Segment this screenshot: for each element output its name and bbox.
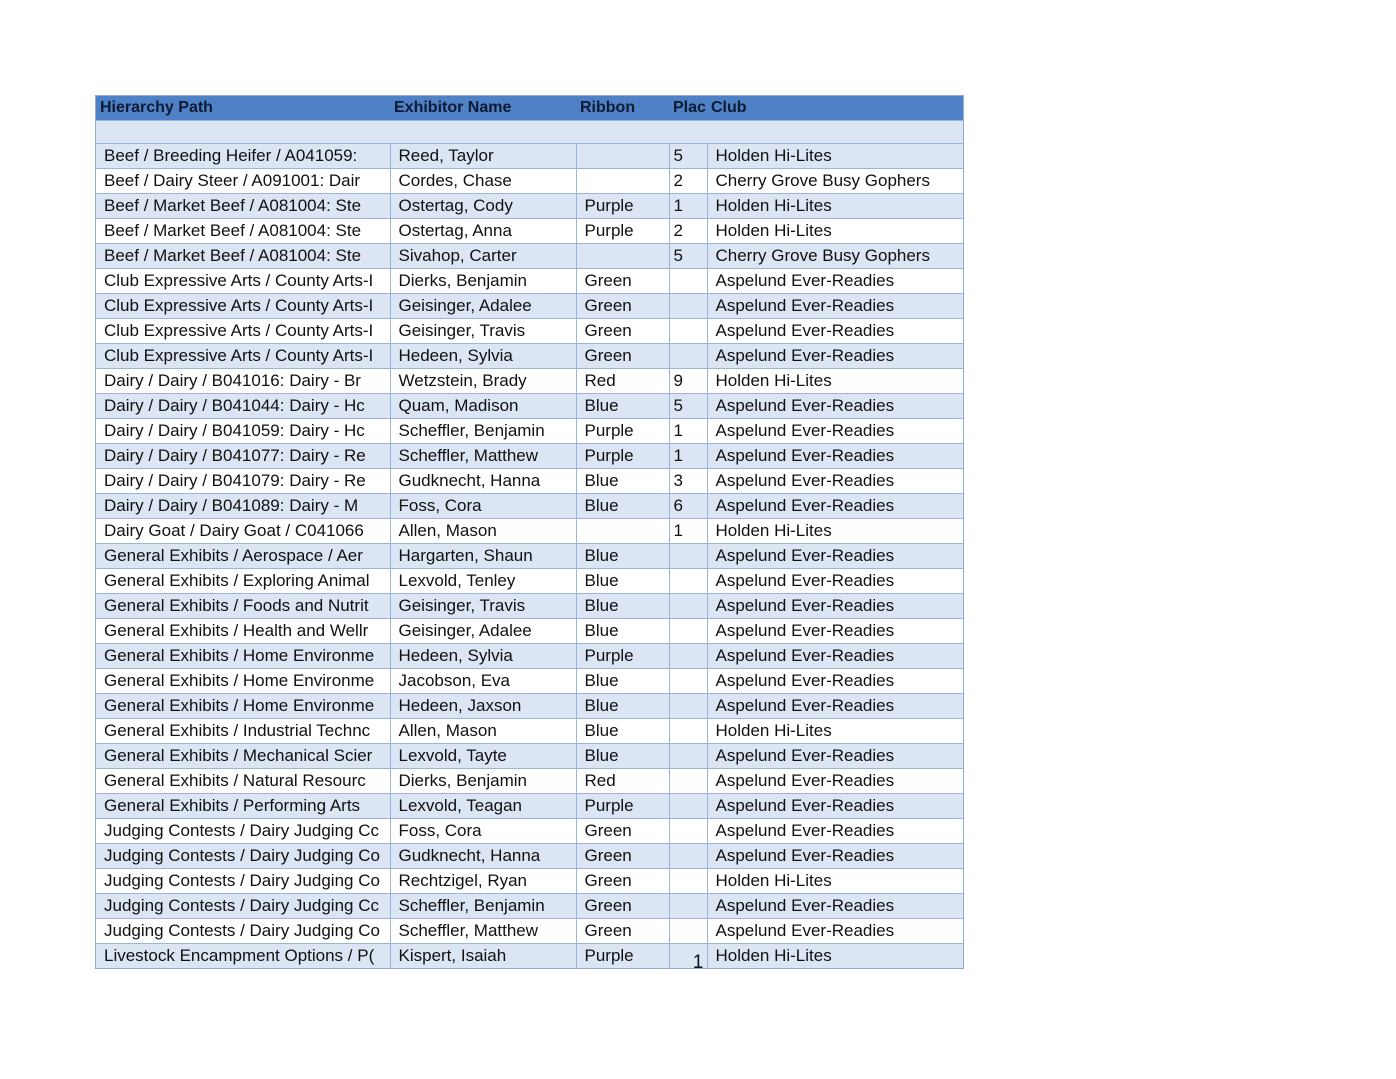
cell-hierarchy-path: Club Expressive Arts / County Arts-I	[96, 294, 390, 319]
cell-hierarchy-path: Judging Contests / Dairy Judging Co	[96, 844, 390, 869]
cell-club: Holden Hi-Lites	[707, 219, 963, 244]
cell-club: Aspelund Ever-Readies	[707, 894, 963, 919]
cell-exhibitor-name: Rechtzigel, Ryan	[390, 869, 576, 894]
cell-exhibitor-name: Allen, Mason	[390, 719, 576, 744]
cell-ribbon: Green	[576, 894, 669, 919]
cell-ribbon: Purple	[576, 794, 669, 819]
cell-hierarchy-path: Dairy / Dairy / B041089: Dairy - M	[96, 494, 390, 519]
cell-ribbon	[576, 244, 669, 269]
cell-hierarchy-path: General Exhibits / Industrial Technc	[96, 719, 390, 744]
cell-place: 1	[669, 519, 707, 544]
header-ribbon: Ribbon	[576, 96, 669, 121]
cell-exhibitor-name: Foss, Cora	[390, 819, 576, 844]
cell-club: Aspelund Ever-Readies	[707, 269, 963, 294]
cell-exhibitor-name: Wetzstein, Brady	[390, 369, 576, 394]
cell-place	[669, 269, 707, 294]
cell-exhibitor-name: Lexvold, Teagan	[390, 794, 576, 819]
cell-exhibitor-name: Cordes, Chase	[390, 169, 576, 194]
cell-ribbon: Green	[576, 294, 669, 319]
cell-ribbon: Blue	[576, 394, 669, 419]
cell-place: 1	[669, 419, 707, 444]
table-row	[96, 519, 963, 544]
cell-place: 5	[669, 144, 707, 169]
cell-place: 5	[669, 244, 707, 269]
cell-exhibitor-name: Sivahop, Carter	[390, 244, 576, 269]
cell-place	[669, 344, 707, 369]
cell-club: Holden Hi-Lites	[707, 194, 963, 219]
cell-hierarchy-path: Judging Contests / Dairy Judging Co	[96, 919, 390, 944]
cell-hierarchy-path: General Exhibits / Exploring Animal	[96, 569, 390, 594]
table-row	[96, 619, 963, 644]
cell-exhibitor-name: Reed, Taylor	[390, 144, 576, 169]
cell-club: Holden Hi-Lites	[707, 144, 963, 169]
cell-place: 9	[669, 369, 707, 394]
cell-place	[669, 844, 707, 869]
cell-exhibitor-name: Geisinger, Travis	[390, 594, 576, 619]
cell-club: Aspelund Ever-Readies	[707, 544, 963, 569]
cell-place: 1	[669, 194, 707, 219]
cell-place: 1	[669, 444, 707, 469]
cell-hierarchy-path: Beef / Market Beef / A081004: Ste	[96, 219, 390, 244]
cell-hierarchy-path: General Exhibits / Mechanical Scier	[96, 744, 390, 769]
table-row	[96, 494, 963, 519]
cell-place	[669, 644, 707, 669]
cell-club: Holden Hi-Lites	[707, 869, 963, 894]
table-row	[96, 894, 963, 919]
cell-club: Aspelund Ever-Readies	[707, 669, 963, 694]
cell-hierarchy-path: Dairy / Dairy / B041079: Dairy - Re	[96, 469, 390, 494]
cell-club: Aspelund Ever-Readies	[707, 644, 963, 669]
cell-club: Cherry Grove Busy Gophers	[707, 244, 963, 269]
cell-exhibitor-name: Ostertag, Cody	[390, 194, 576, 219]
cell-exhibitor-name: Scheffler, Matthew	[390, 444, 576, 469]
table-row	[96, 219, 963, 244]
cell-hierarchy-path: Club Expressive Arts / County Arts-I	[96, 269, 390, 294]
cell-ribbon: Green	[576, 319, 669, 344]
cell-ribbon: Blue	[576, 469, 669, 494]
spacer-row	[96, 121, 963, 144]
cell-ribbon: Green	[576, 269, 669, 294]
cell-hierarchy-path: Dairy / Dairy / B041077: Dairy - Re	[96, 444, 390, 469]
cell-hierarchy-path: Dairy Goat / Dairy Goat / C041066	[96, 519, 390, 544]
cell-place: 2	[669, 169, 707, 194]
table-row	[96, 344, 963, 369]
cell-ribbon: Purple	[576, 444, 669, 469]
page-number: 1	[692, 952, 704, 973]
cell-ribbon: Blue	[576, 494, 669, 519]
cell-exhibitor-name: Scheffler, Benjamin	[390, 894, 576, 919]
cell-ribbon: Green	[576, 819, 669, 844]
table-row	[96, 194, 963, 219]
cell-exhibitor-name: Geisinger, Travis	[390, 319, 576, 344]
table-row	[96, 819, 963, 844]
table-row	[96, 244, 963, 269]
cell-club: Aspelund Ever-Readies	[707, 769, 963, 794]
cell-place	[669, 319, 707, 344]
cell-ribbon: Blue	[576, 619, 669, 644]
cell-exhibitor-name: Ostertag, Anna	[390, 219, 576, 244]
cell-ribbon: Green	[576, 869, 669, 894]
cell-exhibitor-name: Hargarten, Shaun	[390, 544, 576, 569]
cell-club: Aspelund Ever-Readies	[707, 919, 963, 944]
cell-club: Aspelund Ever-Readies	[707, 294, 963, 319]
cell-place: 2	[669, 219, 707, 244]
cell-exhibitor-name: Dierks, Benjamin	[390, 269, 576, 294]
cell-ribbon	[576, 144, 669, 169]
cell-place	[669, 769, 707, 794]
cell-club: Aspelund Ever-Readies	[707, 844, 963, 869]
cell-club: Aspelund Ever-Readies	[707, 469, 963, 494]
cell-hierarchy-path: General Exhibits / Natural Resourc	[96, 769, 390, 794]
cell-place	[669, 544, 707, 569]
cell-ribbon: Blue	[576, 694, 669, 719]
cell-club: Aspelund Ever-Readies	[707, 344, 963, 369]
cell-ribbon: Blue	[576, 569, 669, 594]
cell-exhibitor-name: Hedeen, Sylvia	[390, 644, 576, 669]
table-row	[96, 294, 963, 319]
table-row	[96, 419, 963, 444]
cell-place	[669, 294, 707, 319]
cell-hierarchy-path: General Exhibits / Aerospace / Aer	[96, 544, 390, 569]
cell-place	[669, 869, 707, 894]
cell-exhibitor-name: Allen, Mason	[390, 519, 576, 544]
cell-ribbon: Blue	[576, 544, 669, 569]
table-row	[96, 719, 963, 744]
cell-ribbon: Green	[576, 344, 669, 369]
cell-club: Holden Hi-Lites	[707, 519, 963, 544]
cell-club: Aspelund Ever-Readies	[707, 744, 963, 769]
cell-exhibitor-name: Dierks, Benjamin	[390, 769, 576, 794]
cell-place	[669, 794, 707, 819]
cell-club: Aspelund Ever-Readies	[707, 694, 963, 719]
cell-exhibitor-name: Lexvold, Tayte	[390, 744, 576, 769]
cell-ribbon: Blue	[576, 669, 669, 694]
header-club: Club	[707, 96, 963, 121]
cell-exhibitor-name: Hedeen, Jaxson	[390, 694, 576, 719]
cell-hierarchy-path: Livestock Encampment Options / P(	[96, 944, 390, 969]
cell-club: Holden Hi-Lites	[707, 369, 963, 394]
table-row	[96, 794, 963, 819]
table-row	[96, 694, 963, 719]
table-row	[96, 169, 963, 194]
cell-club: Aspelund Ever-Readies	[707, 394, 963, 419]
cell-place	[669, 894, 707, 919]
cell-hierarchy-path: General Exhibits / Performing Arts	[96, 794, 390, 819]
cell-place	[669, 694, 707, 719]
cell-hierarchy-path: General Exhibits / Home Environme	[96, 644, 390, 669]
cell-hierarchy-path: General Exhibits / Home Environme	[96, 669, 390, 694]
cell-place	[669, 719, 707, 744]
cell-exhibitor-name: Geisinger, Adalee	[390, 294, 576, 319]
cell-ribbon: Blue	[576, 719, 669, 744]
cell-club: Aspelund Ever-Readies	[707, 494, 963, 519]
cell-hierarchy-path: General Exhibits / Foods and Nutrit	[96, 594, 390, 619]
cell-hierarchy-path: Dairy / Dairy / B041016: Dairy - Br	[96, 369, 390, 394]
cell-hierarchy-path: Judging Contests / Dairy Judging Cc	[96, 894, 390, 919]
cell-exhibitor-name: Scheffler, Benjamin	[390, 419, 576, 444]
cell-club: Holden Hi-Lites	[707, 719, 963, 744]
cell-hierarchy-path: Judging Contests / Dairy Judging Cc	[96, 819, 390, 844]
header-hierarchy-path: Hierarchy Path	[96, 96, 390, 121]
cell-hierarchy-path: General Exhibits / Health and Wellr	[96, 619, 390, 644]
table-row	[96, 869, 963, 894]
cell-place	[669, 669, 707, 694]
table-row	[96, 144, 963, 169]
results-table-container	[95, 95, 964, 969]
cell-ribbon: Blue	[576, 744, 669, 769]
cell-hierarchy-path: Club Expressive Arts / County Arts-I	[96, 344, 390, 369]
cell-exhibitor-name: Lexvold, Tenley	[390, 569, 576, 594]
table-row	[96, 769, 963, 794]
table-row	[96, 844, 963, 869]
cell-place: 6	[669, 494, 707, 519]
table-row	[96, 394, 963, 419]
cell-ribbon: Purple	[576, 419, 669, 444]
cell-exhibitor-name: Kispert, Isaiah	[390, 944, 576, 969]
cell-place: 5	[669, 394, 707, 419]
cell-hierarchy-path: Beef / Market Beef / A081004: Ste	[96, 194, 390, 219]
cell-exhibitor-name: Foss, Cora	[390, 494, 576, 519]
header-exhibitor-name: Exhibitor Name	[390, 96, 576, 121]
cell-ribbon: Purple	[576, 944, 669, 969]
table-row	[96, 444, 963, 469]
cell-place: 3	[669, 469, 707, 494]
cell-place	[669, 744, 707, 769]
cell-ribbon: Red	[576, 369, 669, 394]
cell-ribbon	[576, 519, 669, 544]
cell-ribbon: Blue	[576, 594, 669, 619]
cell-ribbon: Purple	[576, 219, 669, 244]
cell-hierarchy-path: Beef / Breeding Heifer / A041059:	[96, 144, 390, 169]
cell-club: Holden Hi-Lites	[707, 944, 963, 969]
header-place: Plac	[669, 96, 707, 121]
cell-hierarchy-path: Beef / Market Beef / A081004: Ste	[96, 244, 390, 269]
cell-exhibitor-name: Scheffler, Matthew	[390, 919, 576, 944]
cell-ribbon: Green	[576, 844, 669, 869]
table-row	[96, 644, 963, 669]
cell-place	[669, 594, 707, 619]
table-row	[96, 269, 963, 294]
cell-exhibitor-name: Gudknecht, Hanna	[390, 469, 576, 494]
table-row	[96, 744, 963, 769]
cell-ribbon: Purple	[576, 644, 669, 669]
cell-club: Aspelund Ever-Readies	[707, 619, 963, 644]
table-row	[96, 319, 963, 344]
table-row	[96, 669, 963, 694]
cell-exhibitor-name: Quam, Madison	[390, 394, 576, 419]
cell-place	[669, 819, 707, 844]
cell-club: Cherry Grove Busy Gophers	[707, 169, 963, 194]
cell-club: Aspelund Ever-Readies	[707, 594, 963, 619]
cell-place	[669, 619, 707, 644]
cell-club: Aspelund Ever-Readies	[707, 419, 963, 444]
cell-ribbon: Green	[576, 919, 669, 944]
cell-club: Aspelund Ever-Readies	[707, 794, 963, 819]
table-row	[96, 594, 963, 619]
cell-ribbon	[576, 169, 669, 194]
cell-place	[669, 919, 707, 944]
cell-club: Aspelund Ever-Readies	[707, 569, 963, 594]
cell-exhibitor-name: Hedeen, Sylvia	[390, 344, 576, 369]
cell-club: Aspelund Ever-Readies	[707, 319, 963, 344]
table-row	[96, 369, 963, 394]
cell-hierarchy-path: Club Expressive Arts / County Arts-I	[96, 319, 390, 344]
cell-hierarchy-path: Dairy / Dairy / B041044: Dairy - Hc	[96, 394, 390, 419]
table-row	[96, 469, 963, 494]
cell-hierarchy-path: Judging Contests / Dairy Judging Co	[96, 869, 390, 894]
cell-hierarchy-path: Dairy / Dairy / B041059: Dairy - Hc	[96, 419, 390, 444]
table-row	[96, 569, 963, 594]
results-table	[96, 96, 963, 968]
cell-ribbon: Purple	[576, 194, 669, 219]
cell-exhibitor-name: Jacobson, Eva	[390, 669, 576, 694]
table-row	[96, 919, 963, 944]
table-row	[96, 544, 963, 569]
cell-ribbon: Red	[576, 769, 669, 794]
cell-hierarchy-path: General Exhibits / Home Environme	[96, 694, 390, 719]
cell-place	[669, 569, 707, 594]
table-header-row	[96, 96, 963, 121]
cell-club: Aspelund Ever-Readies	[707, 444, 963, 469]
cell-exhibitor-name: Geisinger, Adalee	[390, 619, 576, 644]
cell-club: Aspelund Ever-Readies	[707, 819, 963, 844]
cell-exhibitor-name: Gudknecht, Hanna	[390, 844, 576, 869]
cell-hierarchy-path: Beef / Dairy Steer / A091001: Dair	[96, 169, 390, 194]
